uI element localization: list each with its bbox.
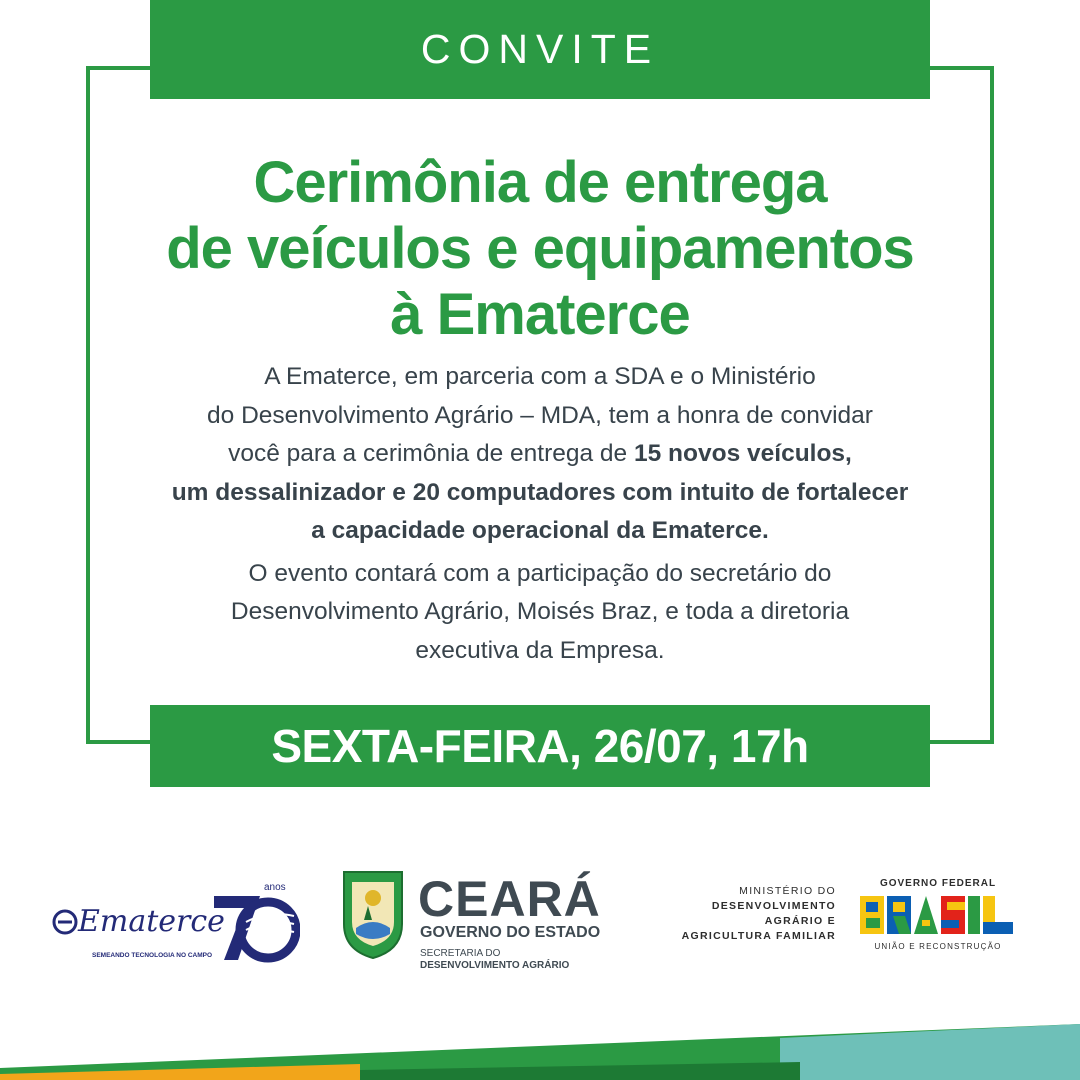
body-highlight: 15 novos veículos, [634,440,852,467]
body-line: do Desenvolvimento Agrário – MDA, tem a honra de convidar [207,401,873,429]
mda-line-4: AGRICULTURA FAMILIAR [681,930,836,942]
title-line-3: à Ematerce [390,282,690,347]
ceara-coat-of-arms-icon [338,868,408,960]
secretariat-line-1: SECRETARIA DO [420,948,501,959]
mda-line-2: DESENVOLVIMENTO [711,900,836,912]
mda-logo [640,884,836,944]
body-line: O evento contará com a participação do secretário do [248,559,832,587]
ematerce-logo [52,876,302,966]
body-highlight: um dessalinizador e 20 computadores com intuito de fortalecer [171,478,909,506]
ematerce-name: Ematerce [78,904,225,939]
body-line: A Ematerce, em parceria com a SDA e o Ministério [264,363,816,390]
ematerce-wordmark [52,904,225,939]
uniao-reconstrucao-label: UNIÃO E RECONSTRUÇÃO [874,942,1002,951]
ematerce-anos: anos [264,882,286,893]
date-banner [150,705,930,787]
mda-line-1: MINISTÉRIO DO [739,885,836,897]
ematerce-e-icon [52,909,78,935]
secretariat-line-2: DESENVOLVIMENTO AGRÁRIO [420,960,570,971]
convite-banner [150,0,930,99]
body-highlight: a capacidade operacional da Ematerce. [311,517,769,544]
mda-line-3: AGRÁRIO E [764,915,836,927]
title-line-2: de veículos e equipamentos [166,216,914,281]
ceara-title: CEARÁ [418,871,601,927]
ematerce-70-anniversary-icon [210,876,300,964]
body-text: você para a cerimônia de entrega de [228,440,634,467]
brasil-wordmark-logo [860,892,1016,938]
ceara-secretariat [420,948,569,972]
governo-federal-logo [858,878,1018,958]
title-line-1: Cerimônia de entrega [253,150,827,215]
body-line: Desenvolvimento Agrário, Moisés Braz, e toda a diretoria [230,598,850,625]
body-line [90,435,990,474]
convite-label: CONVITE [420,26,660,72]
body-line: executiva da Empresa. [415,636,665,664]
body-line [90,474,990,513]
ceara-subtitle: GOVERNO DO ESTADO [420,924,601,941]
governo-federal-label: GOVERNO FEDERAL [879,878,997,889]
invitation-body [90,358,990,670]
ceara-government-logo [338,868,638,978]
decorative-bottom-stripe [0,1024,1080,1080]
ematerce-tagline: SEMEANDO TECNOLOGIA NO CAMPO [92,952,213,959]
logo-row [0,860,1080,980]
event-title [90,150,990,348]
body-line [90,512,990,551]
date-label: SEXTA-FEIRA, 26/07, 17h [271,720,809,772]
